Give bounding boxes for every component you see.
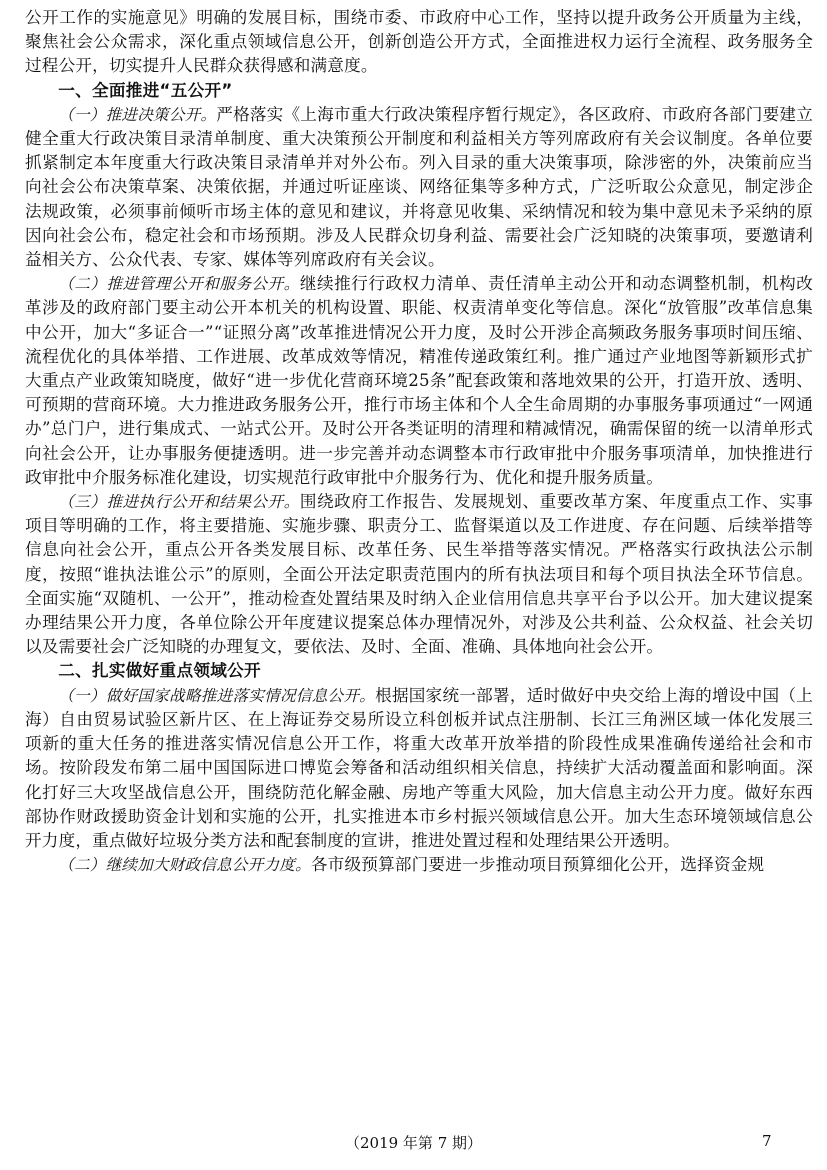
paragraph-text: 根据国家统一部署，适时做好中央交给上海的增设中国（上海）自由贸易试验区新片区、在上海证券交易所设立科创板并试点注册制、长江三角洲区域一体化发展三项新的重大任务的推进落实情况信息公开工作，将重大改革开放举措的阶段性成果准确传递给社会和市场。按阶段发布第二届中国国际进口博览会筹备和活动组织相关信息，持续扩大活动覆盖面和影响面。深化打好三大攻坚战信息公开，围绕防范化解金融、房地产等重大风险，加大信息主动公开力度。做好东西部协作财政援助资金计划和实施的公开，扎实推进本市乡村振兴领域信息公开。加大生态环境领域信息公开力度，重点做好垃圾分类方法和配套制度的宣讲，推进处置过程和处理结果公开透明。 <box>25 685 814 850</box>
document-body <box>25 6 813 877</box>
issue-label: （2019 年第 7 期） <box>344 1134 483 1152</box>
paragraph-fiscal-disclosure <box>25 853 813 877</box>
page-footer <box>0 1132 827 1156</box>
paragraph-decision-disclosure <box>25 103 813 272</box>
paragraph-national-strategy-disclosure <box>25 684 813 853</box>
paragraph-text: 继续推行行政权力清单、责任清单主动公开和动态调整机制，机构改革涉及的政府部门要主动公开本机关的机构设置、职能、权责清单变化等信息。深化“放管服”改革信息集中公开，加大“多证合一”“证照分离”改革推进情况公开力度，及时公开涉企高频政务服务事项时间压缩、流程优化的具体举措、工作进展、改革成效等情况，精准传递政策红利。推广通过产业地图等新颖形式扩大重点产业政策知晓度，做好“进一步优化营商环境25条”配套政策和落地效果的公开，打造开放、透明、可预期的营商环境。大力推进政务服务公开，推行市场主体和个人全生命周期的办事服务事项通过“一网通办”总门户，进行集成式、一站式公开。及时公开各类证明的清理和精减情况，确需保留的统一以清单形式向社会公开，让办事服务便捷透明。进一步完善并动态调整本市行政审批中介服务事项清单，加快推进行政审批中介服务标准化建设，切实规范行政审批中介服务行为、优化和提升服务质量。 <box>25 274 814 487</box>
paragraph-intro <box>25 6 813 79</box>
paragraph-lead: （三）推进执行公开和结果公开。 <box>58 493 300 512</box>
paragraph-text: 围绕政府工作报告、发展规划、重要改革方案、年度重点工作、实事项目等明确的工作，将主要措施、实施步骤、职责分工、监督渠道以及工作进度、存在问题、后续举措等信息向社会公开，重点公开各类发展目标、改革任务、民生举措等落实情况。严格落实行政执法公示制度，按照“谁执法谁公示”的原则，全面公开法定职责范围内的所有执法项目和每个项目执法全环节信息。全面实施“双随机、一公开”，推动检查处置结果及时纳入企业信用信息共享平台予以公开。加大建议提案办理结果公开力度，各单位除公开年度建议提案总体办理情况外，对涉及公共利益、公众权益、社会关切以及需要社会广泛知晓的办理复文，要依法、及时、全面、准确、具体地向社会公开。 <box>25 492 814 657</box>
paragraph-lead: （二）继续加大财政信息公开力度。 <box>58 856 311 875</box>
paragraph-management-service-disclosure <box>25 272 813 490</box>
section-heading-1: 一、全面推进“五公开” <box>58 80 233 100</box>
paragraph-lead: （二）推进管理公开和服务公开。 <box>58 275 300 294</box>
section-heading-2: 二、扎实做好重点领域公开 <box>58 661 261 681</box>
paragraph-text: 公开工作的实施意见》明确的发展目标，围绕市委、市政府中心工作，坚持以提升政务公开质量为主线，聚焦社会公众需求，深化重点领域信息公开，创新创造公开方式，全面推进权力运行全流程、政务服务全过程公开，切实提升人民群众获得感和满意度。 <box>25 8 813 76</box>
page-number: 7 <box>762 1132 772 1150</box>
paragraph-text: 严格落实《上海市重大行政决策程序暂行规定》，各区政府、市政府各部门要建立健全重大行政决策目录清单制度、重大决策预公开制度和利益相关方等列席政府有关会议制度。各单位要抓紧制定本年度重大行政决策目录清单并对外公布。列入目录的重大决策事项，除涉密的外，决策前应当向社会公布决策草案、决策依据，并通过听证座谈、网络征集等多种方式，广泛听取公众意见，制定涉企法规政策，必须事前倾听市场主体的意见和建议，并将意见收集、采纳情况和较为集中意见未予采纳的原因向社会公布，稳定社会和市场预期。涉及人民群众切身利益、需要社会广泛知晓的决策事项，要邀请利益相关方、公众代表、专家、媒体等列席政府有关会议。 <box>25 104 814 270</box>
paragraph-lead: （一）推进决策公开。 <box>58 105 217 124</box>
paragraph-lead: （一）做好国家战略推进落实情况信息公开。 <box>58 686 376 705</box>
paragraph-text: 各市级预算部门要进一步推动项目预算细化公开，选择资金规 <box>310 855 765 875</box>
paragraph-execution-result-disclosure <box>25 490 813 659</box>
